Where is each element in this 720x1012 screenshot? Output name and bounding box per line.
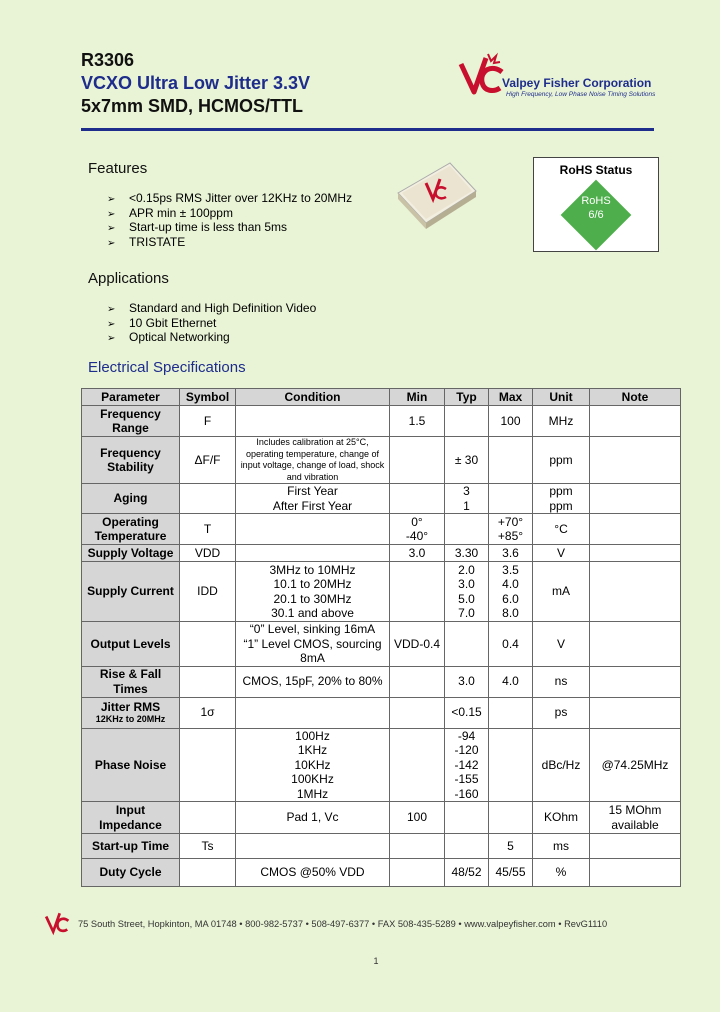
- cell-unit: MHz: [533, 406, 590, 437]
- cell-max: [489, 437, 533, 484]
- cell-note: [590, 514, 681, 545]
- cell-condition: [236, 406, 390, 437]
- cell-min: 0° -40°: [390, 514, 445, 545]
- column-header: Min: [390, 389, 445, 406]
- cell-typ: -94 -120 -142 -155 -160: [445, 728, 489, 802]
- cell-min: [390, 728, 445, 802]
- cell-typ: 3.0: [445, 666, 489, 697]
- cell-unit: ps: [533, 697, 590, 728]
- cell-condition: CMOS @50% VDD: [236, 859, 390, 887]
- cell-typ: [445, 514, 489, 545]
- cell-symbol: IDD: [180, 562, 236, 622]
- cell-typ: [445, 802, 489, 834]
- cell-unit: °C: [533, 514, 590, 545]
- applications-list: [107, 301, 316, 345]
- cell-typ: 3.30: [445, 545, 489, 562]
- cell-typ: 3 1: [445, 484, 489, 514]
- cell-note: [590, 622, 681, 667]
- cell-condition: CMOS, 15pF, 20% to 80%: [236, 666, 390, 697]
- header-rule: [81, 128, 654, 131]
- cell-typ: [445, 834, 489, 859]
- cell-typ: [445, 622, 489, 667]
- cell-unit: dBc/Hz: [533, 728, 590, 802]
- cell-note: [590, 666, 681, 697]
- list-item: ➢ Start-up time is less than 5ms: [107, 220, 352, 235]
- cell-max: 3.5 4.0 6.0 8.0: [489, 562, 533, 622]
- list-item: ➢ Standard and High Definition Video: [107, 301, 316, 316]
- cell-symbol: Ts: [180, 834, 236, 859]
- cell-param: Duty Cycle: [82, 859, 180, 887]
- cell-typ: 48/52: [445, 859, 489, 887]
- cell-max: +70° +85°: [489, 514, 533, 545]
- rohs-title: RoHS Status: [559, 163, 633, 177]
- table-row: [82, 484, 681, 514]
- table-row: [82, 562, 681, 622]
- column-header: Note: [590, 389, 681, 406]
- table-row: [82, 728, 681, 802]
- cell-note: [590, 562, 681, 622]
- cell-param: Start-up Time: [82, 834, 180, 859]
- column-header: Condition: [236, 389, 390, 406]
- cell-unit: V: [533, 545, 590, 562]
- cell-note: [590, 859, 681, 887]
- table-row: [82, 666, 681, 697]
- cell-symbol: F: [180, 406, 236, 437]
- cell-unit: ppm ppm: [533, 484, 590, 514]
- table-row: [82, 437, 681, 484]
- cell-symbol: T: [180, 514, 236, 545]
- cell-max: [489, 484, 533, 514]
- cell-max: 3.6: [489, 545, 533, 562]
- package-description: 5x7mm SMD, HCMOS/TTL: [81, 96, 304, 116]
- cell-unit: KOhm: [533, 802, 590, 834]
- cell-param: Supply Voltage: [82, 545, 180, 562]
- arrow-bullet-icon: ➢: [107, 333, 116, 344]
- table-row: [82, 514, 681, 545]
- cell-min: 100: [390, 802, 445, 834]
- cell-symbol: [180, 802, 236, 834]
- cell-condition: [236, 545, 390, 562]
- cell-symbol: [180, 728, 236, 802]
- list-item: ➢ 10 Gbit Ethernet: [107, 316, 316, 331]
- cell-max: 5: [489, 834, 533, 859]
- cell-condition: 100Hz 1KHz 10KHz 100KHz 1MHz: [236, 728, 390, 802]
- cell-max: 0.4: [489, 622, 533, 667]
- list-item: ➢ <0.15ps RMS Jitter over 12KHz to 20MHz: [107, 191, 352, 206]
- cell-condition: 3MHz to 10MHz 10.1 to 20MHz 20.1 to 30MHz 30.1 and above: [236, 562, 390, 622]
- arrow-bullet-icon: ➢: [107, 208, 116, 220]
- arrow-bullet-icon: ➢: [107, 318, 116, 330]
- cell-min: VDD-0.4: [390, 622, 445, 667]
- cell-param: Phase Noise: [82, 728, 180, 802]
- crystal-package-image: [388, 155, 483, 233]
- vf-footer-logo-icon: [44, 910, 70, 936]
- cell-symbol: [180, 622, 236, 667]
- cell-param: Supply Current: [82, 562, 180, 622]
- arrow-bullet-icon: ➢: [107, 304, 116, 315]
- features-heading: Features: [88, 160, 148, 177]
- cell-condition: Pad 1, Vc: [236, 802, 390, 834]
- cell-symbol: VDD: [180, 545, 236, 562]
- cell-param: Input Impedance: [82, 802, 180, 834]
- table-header-row: [82, 389, 681, 406]
- cell-param: Aging: [82, 484, 180, 514]
- cell-max: 100: [489, 406, 533, 437]
- cell-note: [590, 697, 681, 728]
- cell-min: [390, 484, 445, 514]
- company-tagline: High Frequency, Low Phase Noise Timing Solutions: [506, 91, 656, 98]
- table-row: [82, 545, 681, 562]
- table-row: [82, 697, 681, 728]
- column-header: Typ: [445, 389, 489, 406]
- column-header: Symbol: [180, 389, 236, 406]
- footer-address: 75 South Street, Hopkinton, MA 01748 • 800-982-5737 • 508-497-6377 • FAX 508-435-5289 • www.valpeyfisher.com • RevG1110: [78, 919, 608, 929]
- column-header: Parameter: [82, 389, 180, 406]
- cell-typ: [445, 406, 489, 437]
- cell-max: [489, 802, 533, 834]
- cell-param: Frequency Range: [82, 406, 180, 437]
- cell-min: [390, 562, 445, 622]
- table-row: [82, 622, 681, 667]
- cell-condition: [236, 697, 390, 728]
- cell-condition: Includes calibration at 25°C, operating temperature, change of input voltage, change of load, shock and vibration: [236, 437, 390, 484]
- part-number: R3306: [81, 50, 135, 70]
- electrical-specs-heading: Electrical Specifications: [88, 359, 246, 376]
- cell-param: Jitter RMS 12KHz to 20MHz: [82, 697, 180, 728]
- cell-unit: V: [533, 622, 590, 667]
- cell-note: [590, 484, 681, 514]
- arrow-bullet-icon: ➢: [107, 223, 116, 234]
- cell-symbol: [180, 484, 236, 514]
- cell-note: [590, 545, 681, 562]
- cell-unit: ms: [533, 834, 590, 859]
- cell-unit: mA: [533, 562, 590, 622]
- cell-symbol: ΔF/F: [180, 437, 236, 484]
- list-item: ➢ TRISTATE: [107, 235, 352, 250]
- list-item: ➢ Optical Networking: [107, 330, 316, 345]
- cell-min: 3.0: [390, 545, 445, 562]
- rohs-label: RoHS 6/6: [581, 195, 611, 221]
- cell-min: [390, 666, 445, 697]
- cell-param: Frequency Stability: [82, 437, 180, 484]
- table-body: [82, 406, 681, 887]
- table-row: [82, 834, 681, 859]
- cell-param-sub: 12KHz to 20MHz: [95, 714, 166, 725]
- arrow-bullet-icon: ➢: [107, 194, 116, 205]
- cell-unit: ppm: [533, 437, 590, 484]
- cell-symbol: [180, 859, 236, 887]
- cell-note: [590, 834, 681, 859]
- cell-unit: %: [533, 859, 590, 887]
- cell-note: 15 MOhm available: [590, 802, 681, 834]
- cell-typ: <0.15: [445, 697, 489, 728]
- cell-param: Operating Temperature: [82, 514, 180, 545]
- column-header: Max: [489, 389, 533, 406]
- cell-param: Rise & Fall Times: [82, 666, 180, 697]
- cell-min: [390, 437, 445, 484]
- electrical-specs-table: [81, 388, 681, 887]
- cell-typ: 2.0 3.0 5.0 7.0: [445, 562, 489, 622]
- cell-note: [590, 437, 681, 484]
- company-name: Valpey Fisher Corporation: [502, 76, 652, 90]
- features-list: [107, 191, 352, 249]
- cell-min: [390, 859, 445, 887]
- cell-typ: ± 30: [445, 437, 489, 484]
- cell-max: 4.0: [489, 666, 533, 697]
- cell-condition: First Year After First Year: [236, 484, 390, 514]
- cell-min: [390, 697, 445, 728]
- cell-max: [489, 697, 533, 728]
- arrow-bullet-icon: ➢: [107, 237, 116, 249]
- table-row: [82, 802, 681, 834]
- cell-param: Output Levels: [82, 622, 180, 667]
- cell-max: 45/55: [489, 859, 533, 887]
- list-item: ➢ APR min ± 100ppm: [107, 206, 352, 221]
- table-row: [82, 859, 681, 887]
- cell-condition: “0” Level, sinking 16mA “1” Level CMOS, sourcing 8mA: [236, 622, 390, 667]
- table-row: [82, 406, 681, 437]
- cell-unit: ns: [533, 666, 590, 697]
- cell-max: [489, 728, 533, 802]
- product-subtitle: VCXO Ultra Low Jitter 3.3V: [81, 73, 311, 93]
- vf-logo-icon: [458, 52, 504, 100]
- cell-condition: [236, 514, 390, 545]
- cell-symbol: 1σ: [180, 697, 236, 728]
- column-header: Unit: [533, 389, 590, 406]
- page-number: 1: [373, 956, 379, 966]
- rohs-status-box: [533, 157, 659, 252]
- cell-symbol: [180, 666, 236, 697]
- cell-min: [390, 834, 445, 859]
- cell-condition: [236, 834, 390, 859]
- cell-note: [590, 406, 681, 437]
- applications-heading: Applications: [88, 270, 169, 287]
- cell-note: @74.25MHz: [590, 728, 681, 802]
- cell-min: 1.5: [390, 406, 445, 437]
